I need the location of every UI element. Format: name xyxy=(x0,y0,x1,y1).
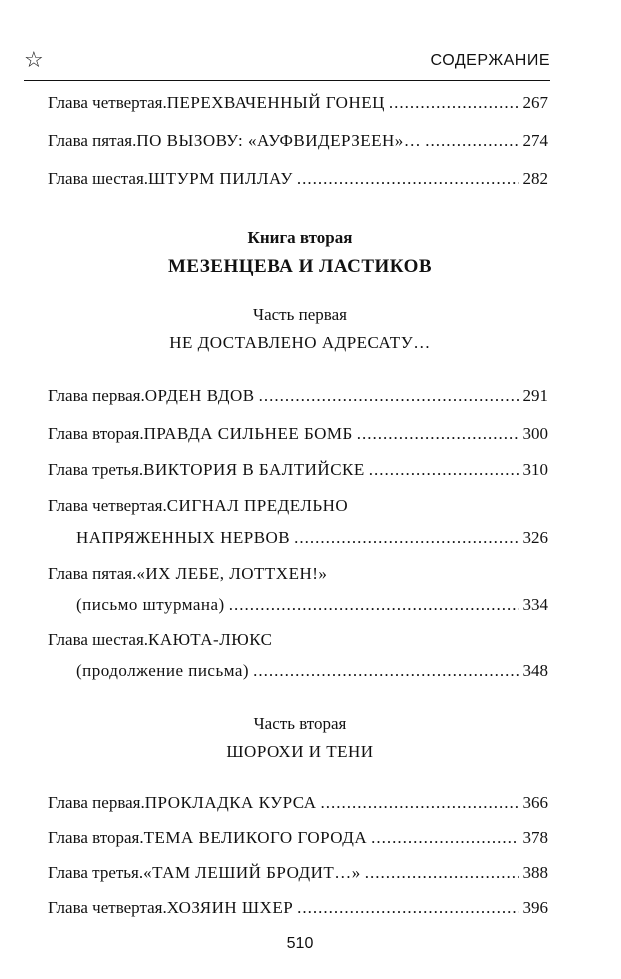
toc-entry-continuation xyxy=(76,658,548,684)
toc-entry xyxy=(48,421,548,447)
chapter-number: Глава четвертая. xyxy=(48,898,167,917)
toc-entry xyxy=(48,825,548,851)
page-number: 348 xyxy=(522,661,548,680)
page-number: 282 xyxy=(522,169,548,188)
page-number: 388 xyxy=(522,863,548,882)
leader-dots xyxy=(369,457,519,483)
leader-dots xyxy=(357,421,519,447)
leader-dots xyxy=(253,658,518,684)
chapter-number: Глава шестая. xyxy=(48,630,149,649)
page-number: 274 xyxy=(522,131,548,150)
chapter-title-continued: (продолжение письма) xyxy=(76,661,250,680)
leader-dots xyxy=(294,525,518,551)
toc-entry xyxy=(48,493,548,519)
chapter-number: Глава четвертая. xyxy=(48,93,167,112)
chapter-number: Глава первая. xyxy=(48,793,145,812)
chapter-title-continued: НАПРЯЖЕННЫХ НЕРВОВ xyxy=(76,528,291,547)
leader-dots xyxy=(371,825,518,851)
page-number: 326 xyxy=(522,528,548,547)
toc-entry xyxy=(48,383,548,409)
chapter-title: «ИХ ЛЕБЕ, ЛОТТХЕН!» xyxy=(136,564,328,583)
chapter-title-continued: (письмо штурмана) xyxy=(76,595,225,614)
chapter-number: Глава вторая. xyxy=(48,828,144,847)
book-label: Книга вторая xyxy=(247,228,353,247)
toc-entry xyxy=(48,457,548,483)
toc-entry xyxy=(48,790,548,816)
chapter-number: Глава вторая. xyxy=(48,424,144,443)
toc-entry xyxy=(48,166,548,192)
toc-entry-continuation xyxy=(76,592,548,618)
page-number: 334 xyxy=(522,595,548,614)
chapter-title: ШТУРМ ПИЛЛАУ xyxy=(148,169,293,188)
toc-entry xyxy=(48,627,548,653)
toc-entry-continuation xyxy=(76,525,548,551)
header-rule xyxy=(24,80,550,81)
toc-entry xyxy=(48,860,548,886)
toc-entry xyxy=(48,90,548,116)
chapter-number: Глава пятая. xyxy=(48,131,137,150)
chapter-title: ПРОКЛАДКА КУРСА xyxy=(144,793,317,812)
page-number: 310 xyxy=(522,460,548,479)
page-number: 396 xyxy=(522,898,548,917)
chapter-title: ПРАВДА СИЛЬНЕЕ БОМБ xyxy=(143,424,353,443)
chapter-number: Глава третья. xyxy=(48,863,144,882)
part-title: НЕ ДОСТАВЛЕНО АДРЕСАТУ… xyxy=(169,333,431,352)
chapter-number: Глава шестая. xyxy=(48,169,149,188)
leader-dots xyxy=(229,592,519,618)
page-number: 378 xyxy=(522,828,548,847)
chapter-title: ОРДЕН ВДОВ xyxy=(144,386,255,405)
leader-dots xyxy=(321,790,519,816)
leader-dots xyxy=(297,895,518,921)
chapter-number: Глава третья. xyxy=(48,460,144,479)
chapter-title: ХОЗЯИН ШХЕР xyxy=(166,898,294,917)
part-label: Часть вторая xyxy=(253,714,347,733)
part-title: ШОРОХИ И ТЕНИ xyxy=(226,742,374,761)
part-label: Часть первая xyxy=(253,305,347,324)
chapter-title: СИГНАЛ ПРЕДЕЛЬНО xyxy=(166,496,349,515)
leader-dots xyxy=(259,383,519,409)
chapter-title: ТЕМА ВЕЛИКОГО ГОРОДА xyxy=(143,828,368,847)
page-number: 267 xyxy=(522,93,548,112)
chapter-number: Глава четвертая. xyxy=(48,496,167,515)
toc-entry xyxy=(48,895,548,921)
leader-dots xyxy=(297,166,519,192)
toc-entry xyxy=(48,561,548,587)
page-number: 300 xyxy=(522,424,548,443)
leader-dots xyxy=(389,90,519,116)
page-number: 366 xyxy=(522,793,548,812)
page-number: 291 xyxy=(522,386,548,405)
page-folio: 510 xyxy=(286,935,314,952)
toc-entry xyxy=(48,128,548,154)
chapter-title: «ТАМ ЛЕШИЙ БРОДИТ…» xyxy=(143,863,361,882)
chapter-title: КАЮТА-ЛЮКС xyxy=(148,630,273,649)
chapter-title: ВИКТОРИЯ В БАЛТИЙСКЕ xyxy=(143,460,365,479)
star-icon: ☆ xyxy=(24,48,44,73)
chapter-number: Глава пятая. xyxy=(48,564,137,583)
running-title: СОДЕРЖАНИЕ xyxy=(430,52,550,69)
leader-dots xyxy=(365,860,519,886)
chapter-title: ПЕРЕХВАЧЕННЫЙ ГОНЕЦ xyxy=(166,93,385,112)
leader-dots xyxy=(425,128,518,154)
chapter-title: ПО ВЫЗОВУ: «АУФВИДЕРЗЕЕН»… xyxy=(136,131,422,150)
running-header xyxy=(24,48,550,78)
chapter-number: Глава первая. xyxy=(48,386,145,405)
book-title: МЕЗЕНЦЕВА И ЛАСТИКОВ xyxy=(167,256,433,277)
